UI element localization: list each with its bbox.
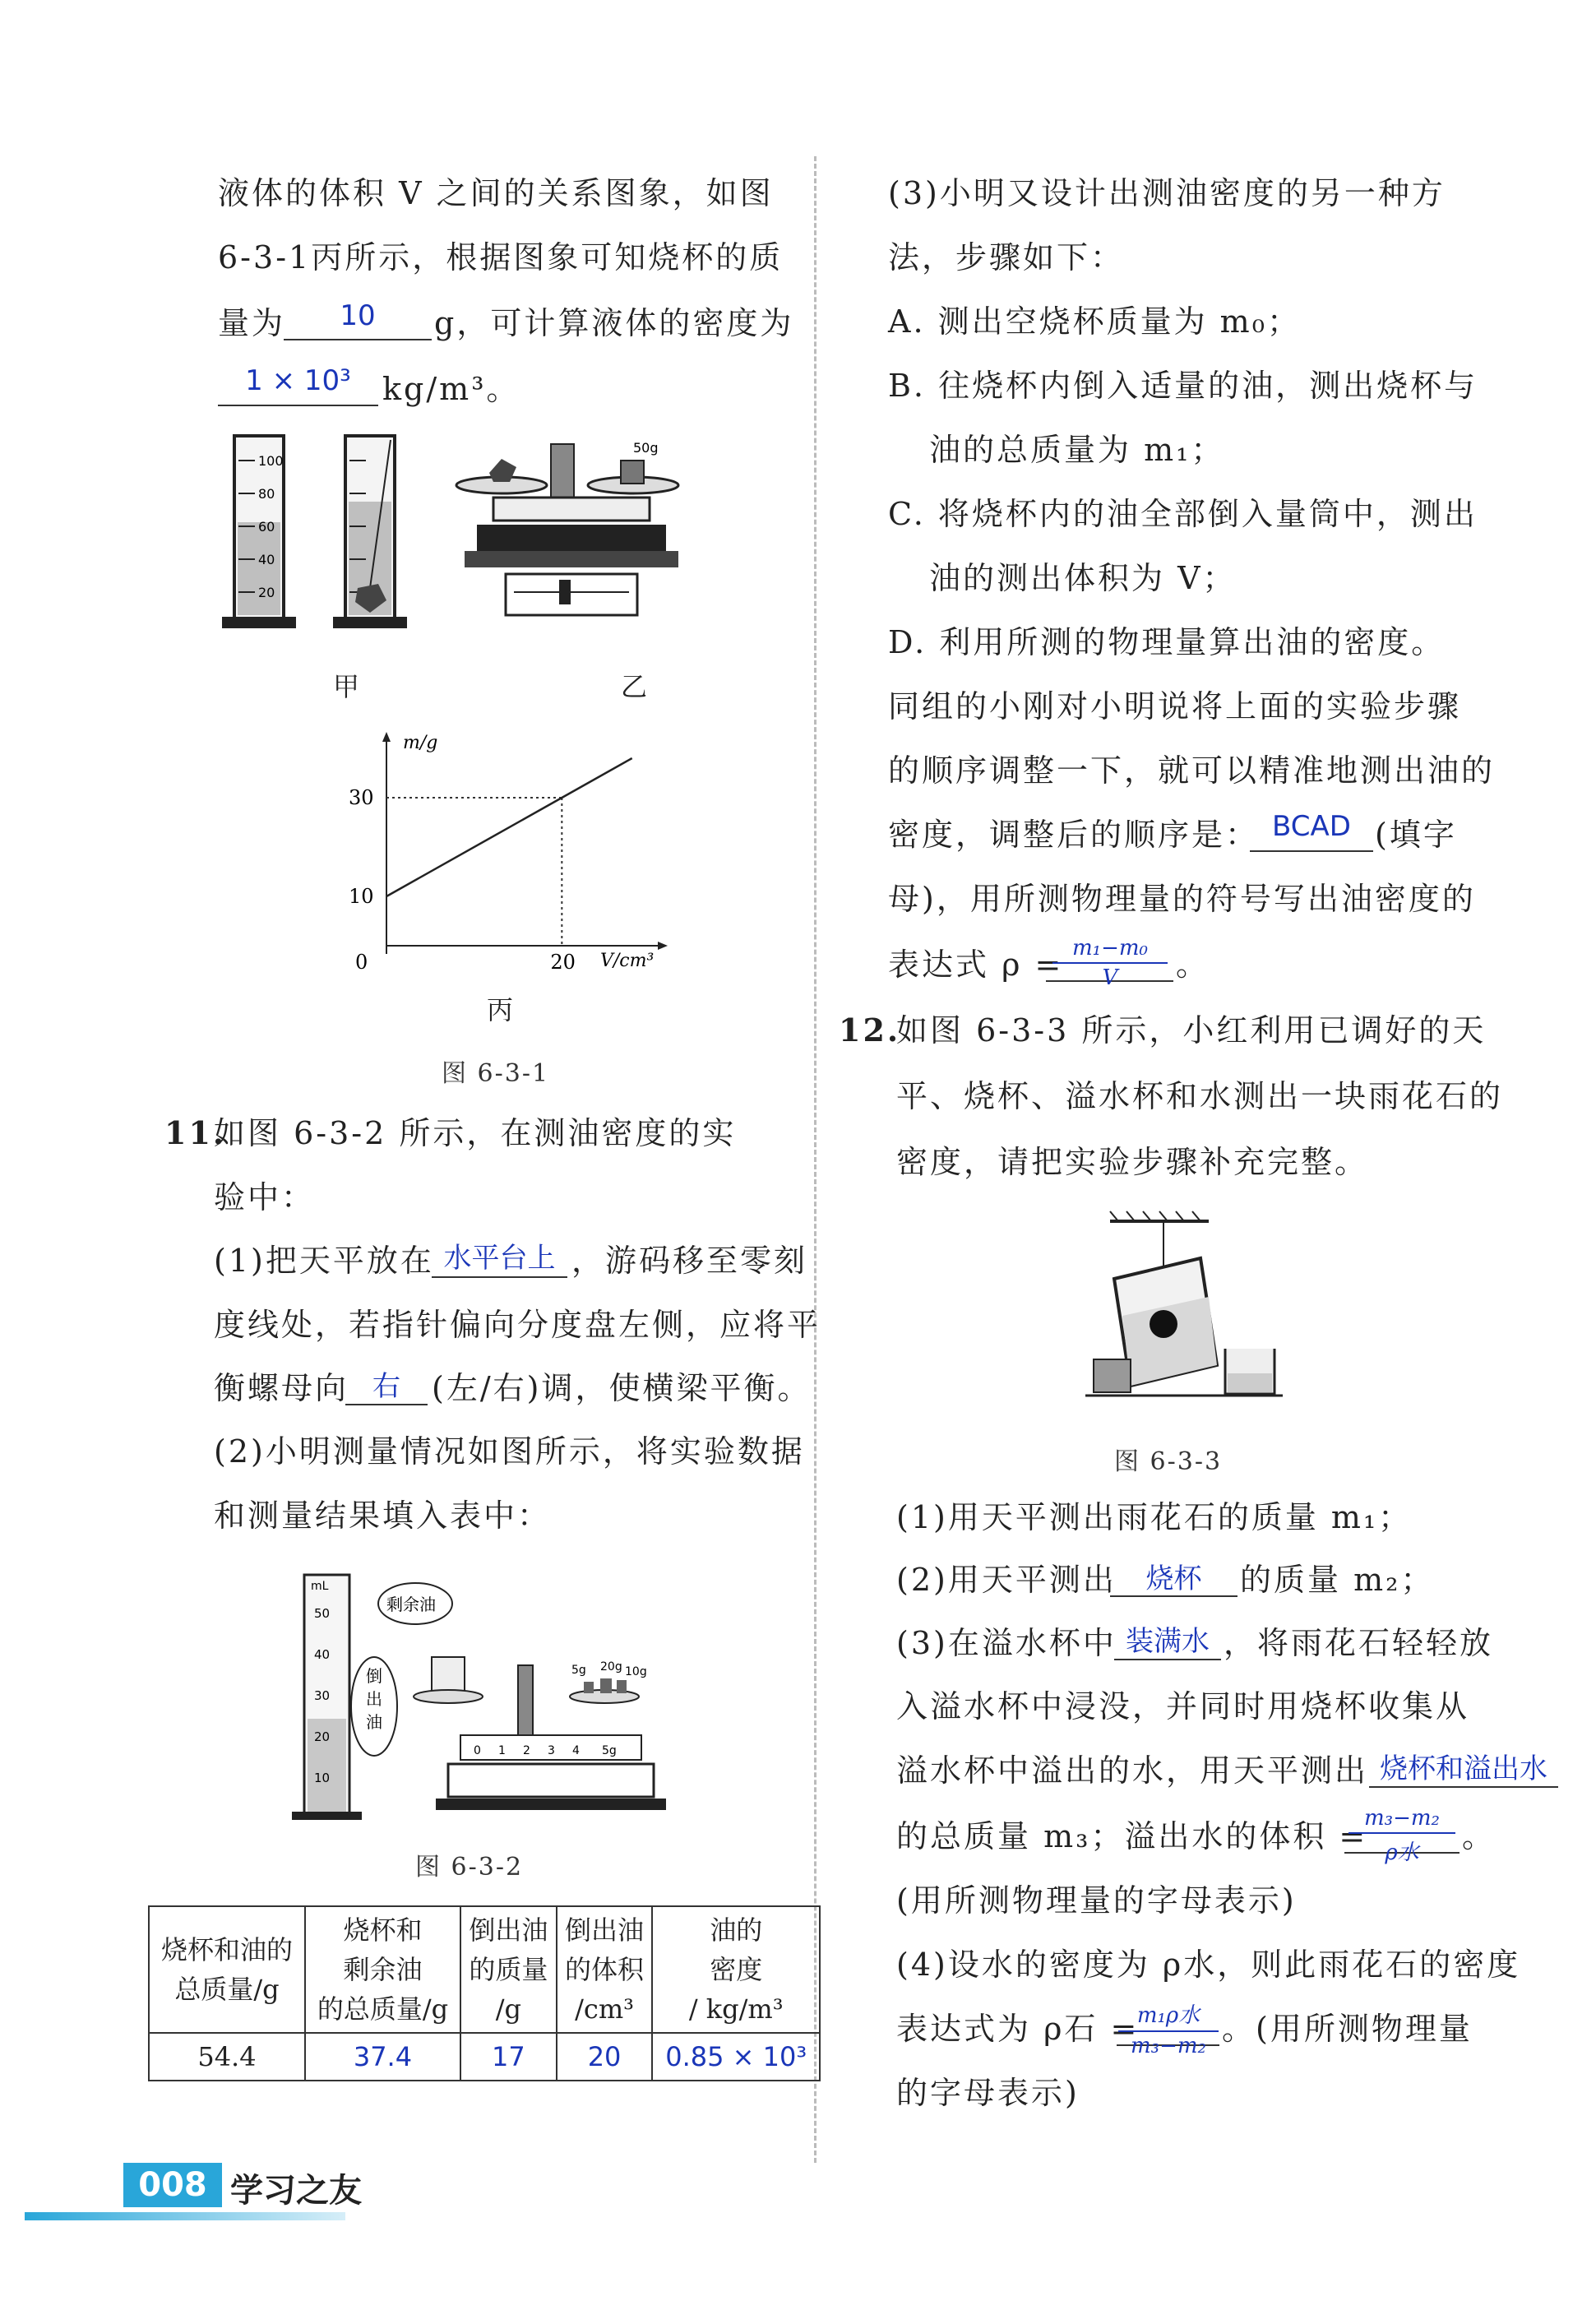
table-header-row	[149, 1906, 820, 2033]
q12-line-3: 密度，请把实验步骤补充完整。	[896, 1144, 1369, 1180]
cylinder-jia-icon	[222, 436, 296, 628]
blank-order	[1250, 850, 1373, 852]
step-3a: (3)在溢水杯中	[896, 1625, 1117, 1661]
answer-mass: 10	[340, 299, 376, 332]
x-tick-label-0: 0	[355, 951, 368, 970]
figure-6-3-3-caption: 图 6-3-3	[1114, 1447, 1223, 1476]
intro-line-2: 6-3-1丙所示，根据图象可知烧杯的质	[218, 239, 784, 275]
q12-line-2: 平、烧杯、溢水杯和水测出一块雨花石的	[896, 1078, 1504, 1114]
q11-line-5b: (左/右)调，使横梁平衡。	[432, 1370, 812, 1406]
step-4c: 。(用所测物理量	[1222, 2011, 1473, 2047]
q11-line-6: (2)小明测量情况如图所示，将实验数据	[214, 1433, 805, 1470]
step-2b: 的质量 m₂；	[1240, 1562, 1435, 1598]
label-jia: 甲	[333, 671, 363, 702]
q3-line-1: (3)小明又设计出测油密度的另一种方	[888, 175, 1446, 211]
svg-text:40: 40	[258, 552, 275, 567]
blank-place	[432, 1276, 567, 1278]
svg-text:0: 0	[474, 1744, 481, 1757]
cell-poured-mass: 17	[460, 2033, 557, 2081]
step-3b: ，将雨花石轻轻放	[1224, 1625, 1494, 1661]
q11-line-3a: (1)把天平放在	[214, 1243, 434, 1279]
svg-text:5g: 5g	[571, 1664, 586, 1677]
q11-line-7: 和测量结果填入表中：	[214, 1498, 552, 1534]
figure-6-3-2-apparatus	[280, 1567, 674, 1830]
x-axis-label: V/cm³	[600, 951, 655, 970]
q3-line-10: 的顺序调整一下，就可以精准地测出油的	[888, 752, 1496, 789]
svg-text:倒: 倒	[366, 1666, 382, 1686]
svg-text:60: 60	[258, 519, 275, 535]
header-oil-density: 油的 密度 / kg/m³	[652, 1906, 820, 2033]
q11-number: 11.	[164, 1114, 227, 1151]
step-4b: 表达式为 ρ石 =	[896, 2011, 1140, 2047]
rho-denominator: V	[1102, 965, 1118, 990]
support-block	[1094, 1359, 1131, 1392]
table-row	[149, 2033, 820, 2081]
brand-title: 学习之友	[230, 2171, 362, 2210]
figure-6-3-3-apparatus	[1085, 1205, 1283, 1410]
rho-numerator: m₁−m₀	[1072, 936, 1148, 961]
svg-text:80: 80	[258, 486, 275, 502]
header-poured-volume: 倒出油 的体积 /cm³	[557, 1906, 653, 2033]
header-total-mass: 烧杯和油的 总质量/g	[149, 1906, 305, 2033]
svg-text:20: 20	[258, 585, 275, 600]
rain-stone-icon	[1150, 1310, 1177, 1338]
step-4d: 的字母表示)	[896, 2075, 1080, 2111]
q11-line-1: 如图 6-3-2 所示，在测油密度的实	[214, 1115, 737, 1151]
fraction-bar	[1349, 1832, 1455, 1834]
answer-total: 烧杯和溢出水	[1380, 1752, 1547, 1785]
cell-total-mass: 54.4	[149, 2033, 305, 2081]
q12-number: 12.	[839, 1012, 901, 1049]
stone-denominator: m₃−m₂	[1131, 2034, 1206, 2058]
step-3f: 。	[1462, 1818, 1497, 1854]
series-line	[386, 758, 632, 896]
svg-text:50g: 50g	[633, 440, 659, 456]
blank-mass	[284, 339, 432, 340]
cylinder-with-stone-icon	[333, 436, 407, 628]
answer-stone-fraction	[1118, 1998, 1219, 2058]
svg-text:50: 50	[314, 1606, 331, 1621]
column-divider	[814, 156, 817, 2163]
blank-fill	[1114, 1659, 1221, 1660]
answer-volume-fraction	[1349, 1806, 1455, 1866]
cell-poured-volume: 20	[557, 2033, 653, 2081]
step-3g: (用所测物理量的字母表示)	[896, 1882, 1297, 1919]
answer-density: 1 × 10³	[245, 364, 351, 397]
svg-text:10: 10	[314, 1771, 331, 1785]
svg-text:剩余油: 剩余油	[386, 1595, 436, 1614]
step-2a: (2)用天平测出	[896, 1562, 1117, 1598]
step-1: (1)用天平测出雨花石的质量 m₁；	[896, 1499, 1413, 1535]
balance-scale-icon	[414, 1657, 666, 1810]
q3-line-11a: 密度，调整后的顺序是：	[888, 817, 1260, 853]
step-3e: 的总质量 m₃；溢出水的体积 =	[896, 1818, 1368, 1854]
svg-text:5g: 5g	[602, 1744, 617, 1757]
q3-line-13a: 表达式 ρ =	[888, 947, 1064, 983]
svg-text:油: 油	[366, 1712, 382, 1732]
answer-place: 水平台上	[443, 1242, 556, 1275]
q3-line-12: 母)，用所测物理量的符号写出油密度的	[888, 881, 1476, 917]
page-number-badge: 008	[123, 2163, 222, 2207]
blank-density	[218, 405, 378, 406]
x-axis-arrow-icon	[658, 942, 668, 950]
svg-text:30: 30	[314, 1688, 331, 1703]
blank-direction	[345, 1404, 428, 1405]
intro-line-1: 液体的体积 V 之间的关系图象，如图	[218, 175, 774, 211]
chart-mass-volume	[329, 724, 674, 970]
answer-beaker: 烧杯	[1145, 1562, 1202, 1595]
svg-text:20g: 20g	[600, 1660, 622, 1674]
svg-text:mL: mL	[311, 1580, 329, 1593]
fraction-bar	[1118, 2030, 1219, 2032]
step-3d: 溢水杯中溢出的水，用天平测出	[896, 1752, 1369, 1789]
answer-direction: 右	[372, 1370, 400, 1403]
svg-text:1: 1	[498, 1744, 506, 1757]
measurement-table	[148, 1905, 821, 2081]
answer-rho-fraction	[1052, 936, 1168, 990]
y-axis-arrow-icon	[382, 732, 391, 742]
q11-line-2: 验中：	[214, 1179, 316, 1215]
stone-numerator: m₁ρ水	[1136, 2003, 1200, 2028]
svg-text:3: 3	[548, 1744, 555, 1757]
cell-oil-density: 0.85 × 10³	[652, 2033, 820, 2081]
fraction-bar	[1052, 962, 1168, 964]
answer-order: BCAD	[1272, 810, 1351, 843]
step-a: A. 测出空烧杯质量为 m₀；	[888, 303, 1301, 340]
step-d: D. 利用所测的物理量算出油的密度。	[888, 624, 1446, 660]
footer-stripe	[25, 2212, 345, 2220]
step-b-1: B. 往烧杯内倒入适量的油，测出烧杯与	[888, 368, 1478, 404]
intro-line-3b: g，可计算液体的密度为	[434, 305, 794, 341]
label-bing: 丙	[487, 994, 516, 1025]
figure-6-3-2-caption: 图 6-3-2	[415, 1853, 524, 1882]
balance-scale-icon	[456, 440, 678, 615]
y-tick-label-1: 30	[349, 786, 374, 809]
volume-denominator: ρ水	[1385, 1840, 1419, 1865]
svg-text:10g: 10g	[625, 1665, 647, 1678]
step-c-1: C. 将烧杯内的油全部倒入量筒中，测出	[888, 496, 1478, 532]
figure-6-3-1-apparatus	[214, 428, 707, 633]
q3-line-9: 同组的小刚对小明说将上面的实验步骤	[888, 688, 1462, 725]
label-yi: 乙	[621, 671, 650, 702]
blank-total	[1369, 1786, 1558, 1788]
y-axis-label: m/g	[403, 733, 438, 753]
step-4a: (4)设水的密度为 ρ水，则此雨花石的密度	[896, 1947, 1521, 1983]
header-remaining-mass: 烧杯和 剩余油 的总质量/g	[305, 1906, 460, 2033]
q11-line-5a: 衡螺母向	[214, 1370, 349, 1406]
q12-line-1: 如图 6-3-3 所示，小红利用已调好的天	[896, 1012, 1487, 1049]
volume-numerator: m₃−m₂	[1364, 1806, 1440, 1831]
cell-remaining-mass: 37.4	[305, 2033, 460, 2081]
intro-line-3a: 量为	[218, 305, 286, 341]
q3-line-2: 法，步骤如下：	[888, 239, 1125, 275]
svg-text:40: 40	[314, 1647, 331, 1662]
header-poured-mass: 倒出油 的质量 /g	[460, 1906, 557, 2033]
step-c-2: 油的测出体积为 V；	[929, 560, 1237, 596]
q3-line-13b: 。	[1176, 947, 1210, 983]
step-3c: 入溢水杯中浸没，并同时用烧杯收集从	[896, 1688, 1470, 1724]
q3-line-11b: (填字	[1375, 817, 1457, 853]
intro-line-4: kg/m³。	[382, 371, 520, 407]
answer-fill: 装满水	[1126, 1625, 1210, 1658]
svg-text:出: 出	[366, 1689, 382, 1709]
x-tick-label-1: 20	[550, 951, 576, 970]
figure-6-3-1-caption: 图 6-3-1	[442, 1059, 550, 1088]
svg-text:20: 20	[314, 1729, 331, 1744]
svg-text:4: 4	[572, 1744, 580, 1757]
q11-line-3b: ，游码移至零刻	[571, 1243, 808, 1279]
q11-line-4: 度线处，若指针偏向分度盘左侧，应将平	[214, 1307, 821, 1343]
svg-text:2: 2	[523, 1744, 530, 1757]
y-tick-label-0: 10	[349, 885, 374, 908]
svg-text:100: 100	[258, 453, 284, 469]
step-b-2: 油的总质量为 m₁；	[929, 432, 1225, 468]
